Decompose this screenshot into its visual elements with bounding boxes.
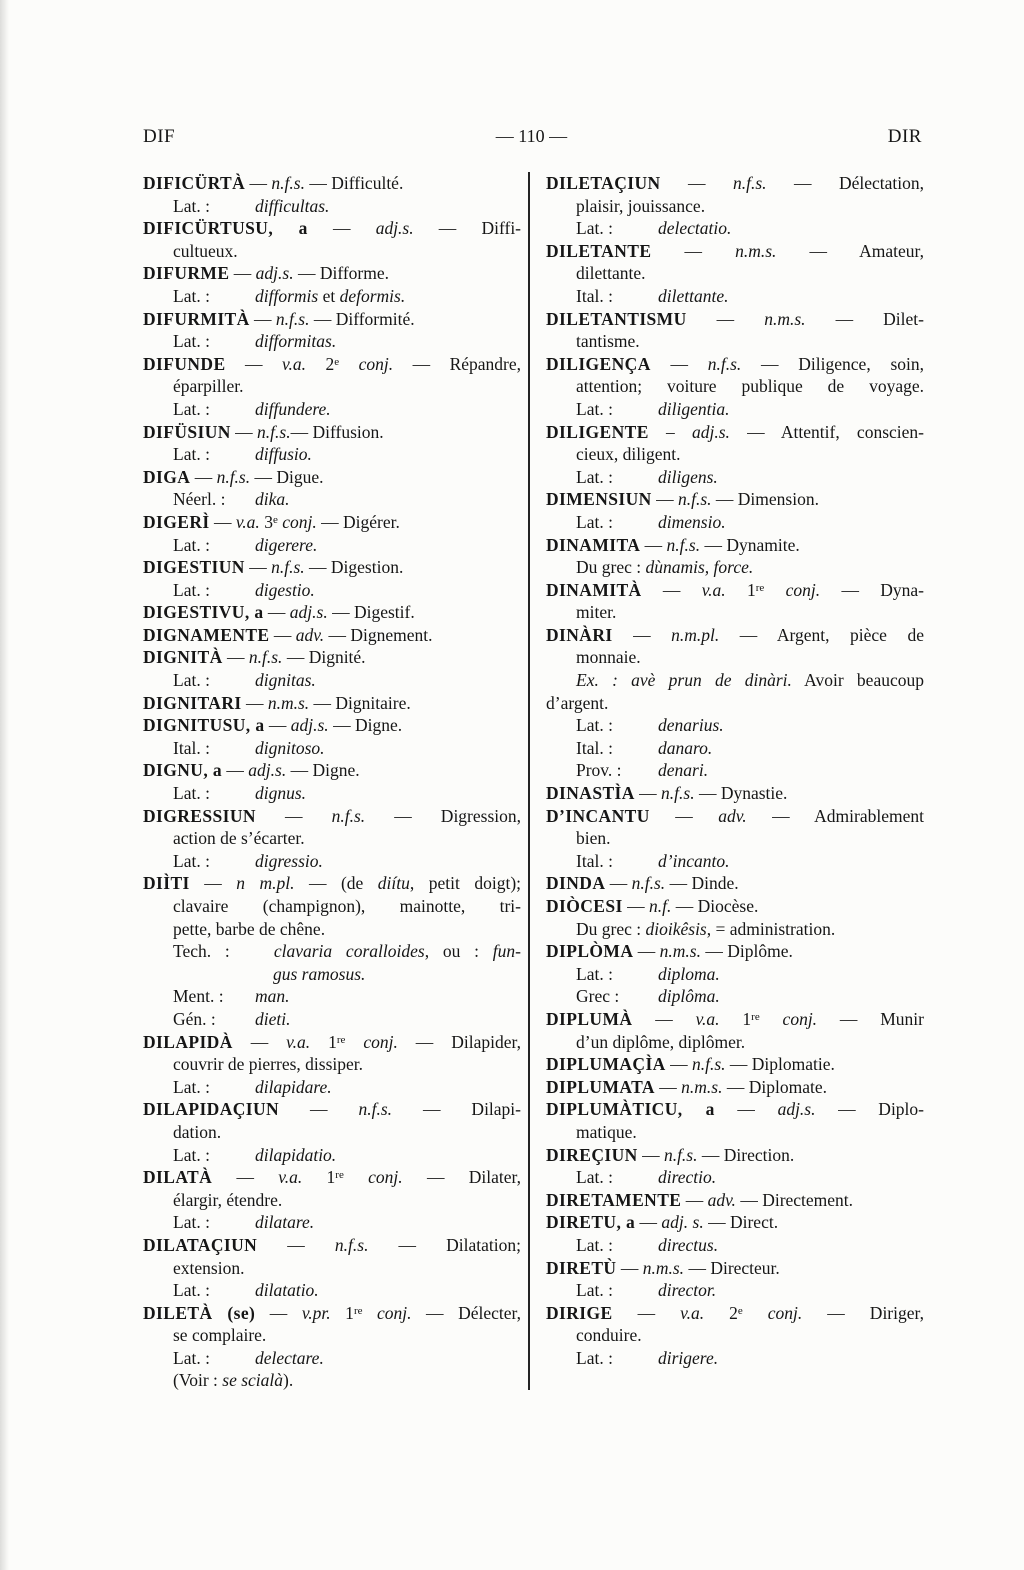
entry-line: d’un diplôme, diplômer.	[576, 1031, 746, 1052]
entry-line: Lat. : delectatio.	[576, 218, 732, 239]
entry-line: bien.	[576, 828, 611, 849]
entry-line: DILATÀ — v.a. 1re conj. — Dilater,	[143, 1167, 521, 1188]
entry-line: Néerl. : dika.	[173, 489, 290, 510]
entry-line: Lat. : diffusio.	[173, 444, 312, 465]
entry-line: Lat. : digestio.	[173, 579, 315, 600]
entry-line: extension.	[173, 1257, 245, 1278]
entry-line: DILAPIDAÇIUN — n.f.s. — Dilapi-	[143, 1099, 521, 1120]
entry-line: Lat. : diploma.	[576, 963, 720, 984]
entry-line: Lat. : diligens.	[576, 466, 718, 487]
entry-line: couvrir de pierres, dissiper.	[173, 1054, 364, 1075]
entry-line: DIPLUMÀ — v.a. 1re conj. — Munir	[546, 1008, 924, 1029]
entry-line: Lat. : difficultas.	[173, 195, 330, 216]
entry-line: dilettante.	[576, 263, 646, 284]
entry-line: Prov. : denari.	[576, 760, 709, 781]
entry-line: Lat. : directus.	[576, 1234, 719, 1255]
entry-line: DIREÇIUN — n.f.s. — Direction.	[546, 1144, 795, 1165]
entry-line: attention; voiture publique de voyage.	[576, 376, 924, 397]
entry-line: cultueux.	[173, 240, 238, 261]
entry-line: Ital. : dignitoso.	[173, 737, 325, 758]
entry-line: action de s’écarter.	[173, 828, 305, 849]
entry-line: matique.	[576, 1121, 637, 1142]
entry-line: DINAMITA — n.f.s. — Dynamite.	[546, 534, 800, 555]
entry-line: Lat. : directio.	[576, 1167, 717, 1188]
entry-line: Du grec : dùnamis, force.	[576, 557, 754, 578]
entry-line: DILATAÇIUN — n.f.s. — Dilatation;	[143, 1234, 521, 1255]
entry-line: DIGERÌ — v.a. 3e conj. — Digérer.	[143, 511, 400, 532]
entry-line: DIGNITUSU, a — adj.s. — Digne.	[143, 715, 403, 736]
entry-line: DIMENSIUN — n.f.s. — Dimension.	[546, 489, 819, 510]
entry-line: Lat. : dignitas.	[173, 670, 316, 691]
entry-line: DIPLUMAÇÌA — n.f.s. — Diplomatie.	[546, 1054, 835, 1075]
entry-line: éparpiller.	[173, 376, 244, 397]
entry-line: Gén. : dieti.	[173, 1008, 291, 1029]
page-header	[143, 126, 922, 148]
entry-line: DILIGENÇA — n.f.s. — Diligence, soin,	[546, 353, 924, 374]
entry-line: Lat. : delectare.	[173, 1347, 324, 1368]
entry-line: DINAMITÀ — v.a. 1re conj. — Dyna-	[546, 579, 925, 600]
entry-line: Ital. : danaro.	[576, 737, 713, 758]
left-column	[143, 172, 521, 1392]
entry-line: Lat. : diffundere.	[173, 398, 331, 419]
entry-line: élargir, étendre.	[173, 1189, 283, 1210]
entry-line: DINÀRI — n.m.pl. — Argent, pièce de	[546, 624, 924, 645]
entry-line: Ment. : man.	[173, 986, 290, 1007]
entry-line: se complaire.	[173, 1325, 267, 1346]
entry-line: DILETANTE — n.m.s. — Amateur,	[546, 240, 924, 261]
entry-line: DIÌTI — n m.pl. — (de diítu, petit doigt);	[143, 873, 522, 894]
entry-line: DIGNITARI — n.m.s. — Dignitaire.	[143, 692, 411, 713]
entry-line: clavaire (champignon), mainotte, tri-	[173, 896, 521, 916]
entry-line: DIPLUMÀTICU, a — adj.s. — Diplo-	[546, 1099, 924, 1120]
entry-line: Lat. : dilatatio.	[173, 1280, 319, 1301]
entry-line: DIGA — n.f.s. — Digue.	[143, 466, 324, 487]
entry-line: pette, barbe de chêne.	[173, 918, 326, 939]
entry-line: DINASTÌA — n.f.s. — Dynastie.	[546, 783, 788, 804]
entry-line: DILETAÇIUN — n.f.s. — Délectation,	[546, 173, 924, 193]
entry-line: Lat. : dilapidare.	[173, 1076, 332, 1097]
entry-line: DIGESTIVU, a — adj.s. — Digestif.	[143, 602, 415, 623]
entry-line: DIÒCESI — n.f. — Diocèse.	[546, 896, 759, 916]
entry-line: DIGNU, a — adj.s. — Digne.	[143, 760, 360, 781]
entry-line: DIFÜSIUN — n.f.s.— Diffusion.	[143, 421, 384, 442]
entry-line: Lat. : dimensio.	[576, 511, 726, 532]
entry-line: Ex. : avè prun de dinàri. Avoir beaucoup	[576, 670, 924, 691]
entry-line: DILIGENTE – adj.s. — Attentif, conscien-	[546, 421, 924, 442]
entry-line: Lat. : digressio.	[173, 850, 323, 871]
entry-line: plaisir, jouissance.	[576, 195, 706, 216]
entry-line: monnaie.	[576, 647, 641, 668]
entry-line: DIPLÒMA — n.m.s. — Diplôme.	[546, 941, 793, 962]
entry-line: Lat. : dilapidatio.	[173, 1144, 337, 1165]
entry-line: DIFICÜRTUSU, a — adj.s. — Diffi-	[143, 218, 522, 239]
entry-line: miter.	[576, 602, 617, 623]
entry-line: DILETÀ (se) — v.pr. 1re conj. — Délecter,	[143, 1302, 522, 1323]
entry-line: DIGNAMENTE — adv. — Dignement.	[143, 624, 433, 645]
entry-line: dation.	[173, 1121, 222, 1142]
entry-line: DIGRESSIUN — n.f.s. — Digression,	[143, 805, 522, 826]
entry-line: tantisme.	[576, 331, 640, 352]
text-columns	[143, 172, 924, 1392]
entry-line: DIFURMITÀ — n.f.s. — Difformité.	[143, 308, 415, 329]
entry-line: DILETANTISMU — n.m.s. — Dilet-	[546, 308, 924, 329]
page-number: — 110 —	[495, 126, 568, 146]
entry-line: Lat. : dirigere.	[576, 1347, 719, 1368]
entry-line: (Voir : se scialà).	[173, 1370, 294, 1391]
entry-line: Lat. : denarius.	[576, 715, 724, 736]
entry-line: Ital. : d’incanto.	[576, 850, 730, 871]
entry-line: DIGNITÀ — n.f.s. — Dignité.	[143, 647, 366, 668]
entry-line: Lat. : difformitas.	[173, 331, 337, 352]
entry-line: DIPLUMATA — n.m.s. — Diplomate.	[546, 1076, 827, 1097]
entry-line: Lat. : director.	[576, 1280, 717, 1301]
entry-line: cieux, diligent.	[576, 444, 681, 465]
entry-line: Lat. : dilatare.	[173, 1212, 315, 1233]
entry-line: DIRETU, a — adj. s. — Direct.	[546, 1212, 779, 1233]
entry-line: DINDA — n.f.s. — Dinde.	[546, 873, 739, 894]
entry-line: DIRETAMENTE — adv. — Directement.	[546, 1189, 854, 1210]
entry-line: Lat. : difformis et deformis.	[173, 285, 406, 306]
entry-line: DILAPIDÀ — v.a. 1re conj. — Dilapider,	[143, 1031, 521, 1052]
entry-line: Lat. : digerere.	[173, 534, 318, 555]
entry-line: DIGESTIUN — n.f.s. — Digestion.	[143, 557, 404, 578]
entry-line: conduire.	[576, 1325, 642, 1346]
entry-line: Tech. : clavaria coralloides, ou : fun-	[173, 941, 521, 962]
entry-line: DIFURME — adj.s. — Difforme.	[143, 263, 390, 284]
entry-line: Du grec : dioikêsis, = administration.	[576, 918, 836, 939]
entry-line: DIFUNDE — v.a. 2e conj. — Répandre,	[143, 353, 521, 374]
entry-line: gus ramosus.	[273, 963, 366, 984]
column-divider	[528, 172, 530, 1390]
entry-line: D’INCANTU — adv. — Admirablement	[546, 805, 924, 826]
entry-line: d’argent.	[546, 692, 609, 713]
entry-line: Lat. : diligentia.	[576, 398, 730, 419]
entry-line: Ital. : dilettante.	[576, 285, 729, 306]
entry-line: Grec : diplôma.	[576, 986, 720, 1007]
entry-line: DIRIGE — v.a. 2e conj. — Diriger,	[546, 1302, 925, 1323]
right-column	[546, 172, 924, 1369]
entry-line: DIFICÜRTÀ — n.f.s. — Difficulté.	[143, 173, 404, 193]
running-head-right: DIR	[887, 126, 922, 147]
entry-line: DIRETÙ — n.m.s. — Directeur.	[546, 1257, 780, 1278]
entry-line: Lat. : dignus.	[173, 783, 307, 804]
running-head-left: DIF	[143, 126, 176, 147]
